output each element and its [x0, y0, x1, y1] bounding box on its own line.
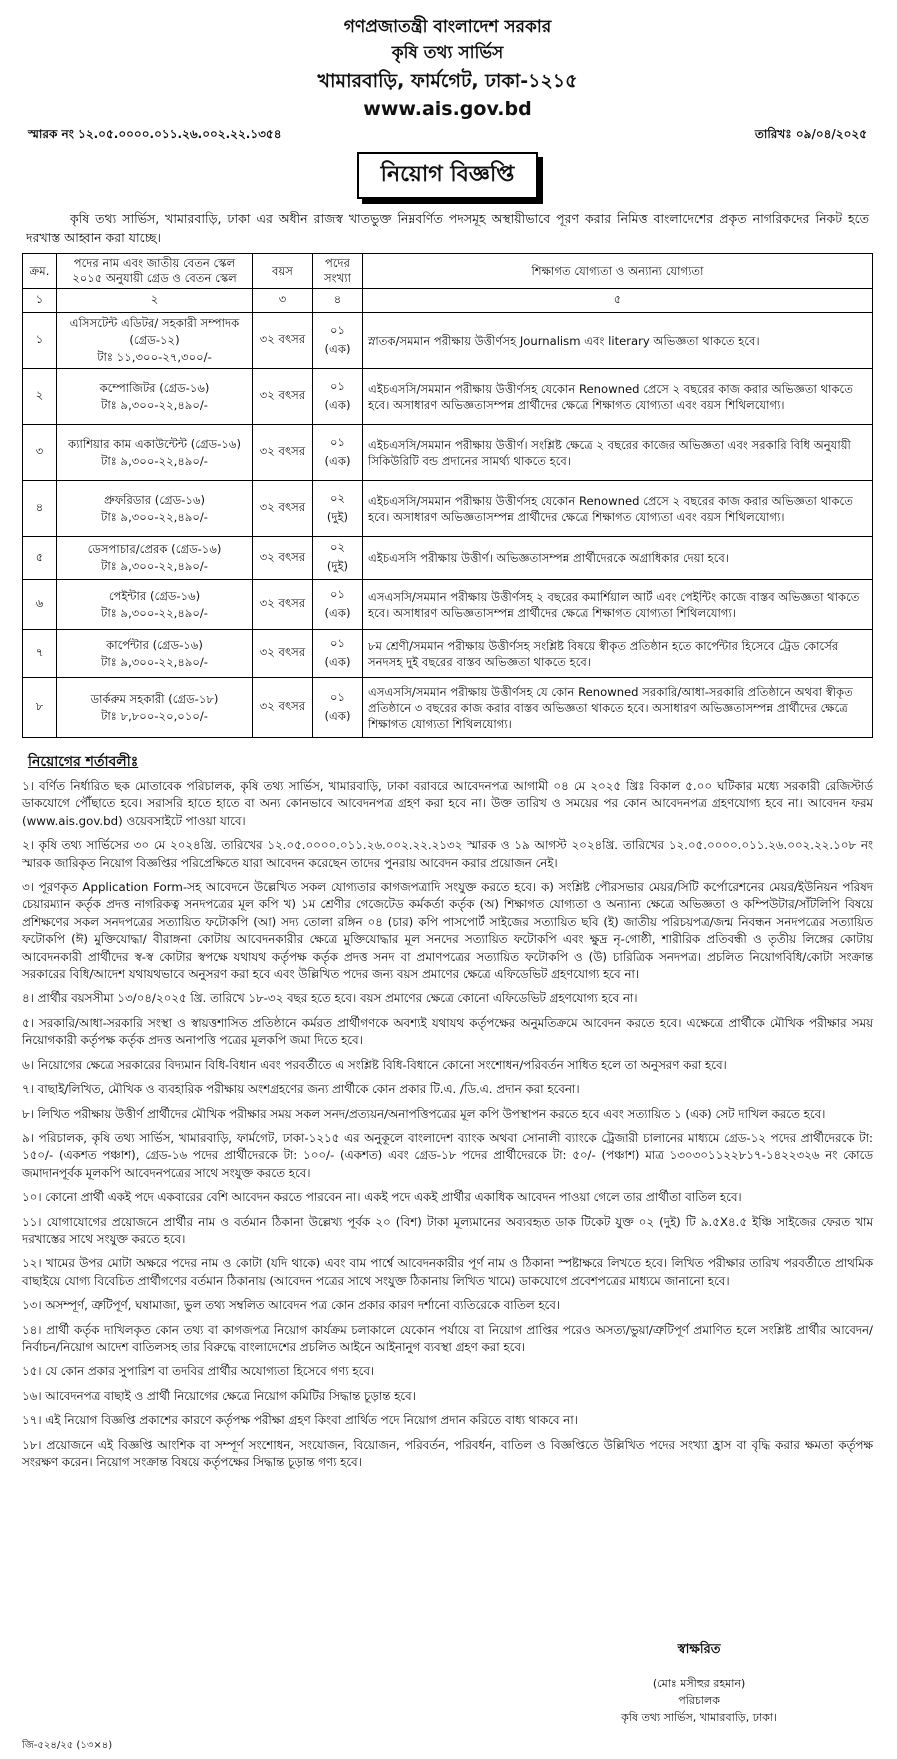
term-item: ১৭। এই নিয়োগ বিজ্ঞপ্তি প্রকাশের কারণে কর্তৃপক্ষ পরীক্ষা গ্রহণ কিংবা প্রার্থিত পদে নিয়োগ প্রদান করিতে বাধ্য থাকবে না।: [22, 1413, 578, 1428]
cell-age-text: ৩২ বৎসর: [259, 444, 306, 458]
cell-count: [313, 580, 363, 630]
cell-count-text: ০১ (এক): [324, 689, 351, 723]
column-number: ৫: [363, 289, 873, 313]
cell-post-text: পেইন্টার (গ্রেড-১৬): [108, 588, 201, 603]
cell-serial: [23, 369, 57, 425]
cell-post-text: কার্পেন্টার (গ্রেড-১৬): [106, 637, 203, 652]
cell-qualification-text: এইচএসসি/সমমান পরীক্ষায় উত্তীর্ণ। সংশ্লিষ্ট ক্ষেত্রে ২ বছরের কাজের অভিজ্ঞতা এবং সরকারি বিধি অনুযায়ী সিকিউরিটি বন্ড প্রদানের সামর্থ্য থাকতে হবে।: [368, 437, 851, 468]
cell-qualification-text: এইচএসসি পরীক্ষায় উত্তীর্ণ। অভিজ্ঞতাসম্পন্ন প্রার্থীদেরকে অগ্রাধিকার দেয়া হবে।: [368, 551, 729, 565]
table-row: [23, 537, 873, 580]
cell-qualification: [363, 425, 873, 481]
cell-serial-text: ৩: [35, 444, 44, 458]
cell-count-text: ০১ (এক): [324, 378, 351, 412]
posts-table: [22, 253, 873, 738]
website: www.ais.gov.bd: [363, 98, 532, 120]
cell-count-text: ০১ (এক): [324, 322, 351, 356]
cell-age-text: ৩২ বৎসর: [259, 500, 306, 514]
cell-count-text: ০২ (দুই): [326, 540, 349, 573]
cell-count: [313, 481, 363, 537]
cell-post-text: টাঃ ৯,৩০০-২২,৪৯০/-: [101, 453, 208, 468]
term-item: ৫। সরকারি/আধা-সরকারি সংস্থা ও স্বায়ত্তশাসিত প্রতিষ্ঠানে কর্মরত প্রার্থীগণকে অবশ্যই যথাযথ কর্তৃপক্ষের অনুমতিক্রমে আবেদন করতে হবে। এক্ষেত্রে প্রার্থীকে মৌখিক পরীক্ষার সময় নিয়োগকারী কর্তৃপক্ষ কর্তৃক প্রদত্ত অনাপত্তি পত্রের মূলকপি জমা দিতে হবে।: [22, 1015, 873, 1048]
column-number-row: [23, 289, 873, 313]
header-serial: ক্রম.: [23, 254, 57, 289]
term-item: ১৬। আবেদনপত্র বাছাই ও প্রার্থী নিয়োগের ক্ষেত্রে নিয়োগ কমিটির সিদ্ধান্ত চূড়ান্ত হবে।: [22, 1388, 416, 1403]
cell-post: [57, 425, 253, 481]
cell-post: [57, 313, 253, 369]
cell-serial-text: ৬: [35, 596, 44, 610]
signatory-designation: পরিচালক: [678, 1694, 720, 1707]
table-row: [23, 369, 873, 425]
cell-post-text: এসিসটেন্ট এডিটর/ সহকারী সম্পাদক (গ্রেড-১২): [69, 316, 240, 347]
cell-age-text: ৩২ বৎসর: [259, 645, 306, 659]
term-item: ৮। লিখিত পরীক্ষায় উত্তীর্ণ প্রার্থীদের মৌখিক পরীক্ষার সময় সকল সনদ/প্রত্যয়ন/অনাপত্তিপত্রের মূল কপি উপস্থাপন করতে হবে এবং সত্যায়িত ১ (এক) সেট দাখিল করতে হবে।: [22, 1106, 826, 1121]
cell-age: [253, 580, 313, 630]
cell-serial-text: ৫: [35, 549, 44, 564]
cell-qualification: [363, 369, 873, 425]
cell-count-text: ০১ (এক): [324, 434, 351, 468]
cell-age: [253, 481, 313, 537]
signatory-name: (মোঃ মসীহুর রহমান): [652, 1677, 746, 1690]
cell-count-text: ০১ (এক): [324, 635, 351, 669]
cell-serial: [23, 678, 57, 738]
term-item: ২। কৃষি তথ্য সার্ভিসের ৩০ মে ২০২৪খ্রি. তারিখের ১২.০৫.০০০০.০১১.২৬.০০২.২২.২১৩২ স্মারক ও ১৯ আগস্ট ২০২৪খ্রি. তারিখের ১২.০৫.০০০০.০১১.২৬.০০২.২২.১০৮ নং স্মারক জারিকৃত নিয়োগ বিজ্ঞপ্তির পরিপ্রেক্ষিতে যারা আবেদন করেছেন তাদের পুনরায় আবেদন করার প্রয়োজন নেই।: [22, 838, 873, 870]
cell-count: [313, 678, 363, 738]
cell-post: [57, 481, 253, 537]
term-item: ৬। নিয়োগের ক্ষেত্রে সরকারের বিদ্যমান বিধি-বিধান এবং পরবর্তীতে এ সংশ্লিষ্ট বিধি-বিধানে কোনো সংশোধন/পরিবর্তন সাধিত হলে তা অনুসরণ করা হবে।: [22, 1057, 727, 1072]
cell-count: [313, 369, 363, 425]
term-item: ১৪। প্রার্থী কর্তৃক দাখিলকৃত কোন তথ্য বা কাগজপত্র নিয়োগ কার্যক্রম চলাকালে যেকোন পর্যায়ে বা নিয়োগ প্রাপ্তির পরেও অসত্য/ভুয়া/ত্রুটিপূর্ণ প্রমাণিত হলে সংশ্লিষ্ট প্রার্থীর আবেদন/নির্বাচন/নিয়োগ আদেশ বাতিলসহ তার বিরুদ্ধে বাংলাদেশের প্রচলিত আইনে আইনানুগ ব্যবস্থা গ্রহণ করা হবে।: [22, 1322, 873, 1354]
cell-qualification-text: স্নাতক/সমমান পরীক্ষায় উত্তীর্ণসহ Journalism এবং literary অভিজ্ঞতা থাকতে হবে।: [368, 333, 760, 348]
cell-qualification-text: এসএসসি/সমমান পরীক্ষায় উত্তীর্ণসহ ২ বছরের কমার্শিয়াল আর্ট এবং পেইন্টিং কাজে বাস্তব অভিজ্ঞতা থাকতে হবে। অসাধারণ অভিজ্ঞতাসম্পন্ন প্রার্থীদের ক্ষেত্রে শিক্ষাগত যোগ্যতা শিথিলযোগ্য।: [368, 589, 860, 620]
cell-serial: [23, 425, 57, 481]
column-number: ১: [23, 289, 57, 313]
term-item: ১৮। প্রয়োজনে এই বিজ্ঞপ্তি আংশিক বা সম্পূর্ণ সংশোধন, সংযোজন, বিয়োজন, পরিবর্তন, পরিবর্ধন, বাতিল ও বিজ্ঞপ্তিতে উল্লিখিত পদের সংখ্যা হ্রাস বা বৃদ্ধি করার ক্ষমতা কর্তৃপক্ষ সংরক্ষণ করেন। নিয়োগ সংক্রান্ত বিষয়ে কর্তৃপক্ষের সিদ্ধান্ত চূড়ান্ত গণ্য হবে।: [22, 1437, 873, 1469]
column-number: ৪: [313, 289, 363, 313]
cell-post-text: ডেসপাচার/প্রেরক (গ্রেড-১৬): [87, 542, 222, 556]
cell-serial: [23, 481, 57, 537]
cell-post-text: টাঃ ৯,৩০০-২২,৪৯০/-: [101, 605, 208, 620]
title-wrap: [22, 152, 873, 199]
cell-age: [253, 425, 313, 481]
table-row: [23, 580, 873, 630]
header-count: পদের সংখ্যা: [313, 254, 363, 289]
cell-qualification-text: এইচএসসি/সমমান পরীক্ষায় উত্তীর্ণসহ যেকোন Renowned প্রেসে ২ বছরের কাজ করার অভিজ্ঞতা থাকতে হবে। অসাধারণ অভিজ্ঞতাসম্পন্ন প্রার্থীদের ক্ষেত্রে শিক্ষাগত যোগ্যতা এবং বয়স শিথিলযোগ্য।: [368, 493, 853, 524]
table-row: [23, 481, 873, 537]
office-name: কৃষি তথ্য সার্ভিস: [391, 43, 504, 63]
cell-serial-text: ৮: [35, 699, 44, 713]
cell-qualification-text: এইচএসসি/সমমান পরীক্ষায় উত্তীর্ণসহ যেকোন Renowned প্রেসে ২ বছরের কাজ করার অভিজ্ঞতা থাকতে হবে। অসাধারণ অভিজ্ঞতাসম্পন্ন প্রার্থীদের ক্ষেত্রে শিক্ষাগত যোগ্যতা এবং বয়স শিথিলযোগ্য।: [368, 381, 853, 412]
cell-count: [313, 313, 363, 369]
signature-label: স্বাক্ষরিত: [677, 1642, 721, 1657]
cell-age-text: ৩২ বৎসর: [259, 596, 306, 610]
cell-age: [253, 313, 313, 369]
cell-count: [313, 630, 363, 678]
cell-post: [57, 580, 253, 630]
terms-list: [22, 778, 873, 1471]
cell-count-text: ০২ (দুই): [326, 490, 349, 524]
term-item: ১০। কোনো প্রার্থী একই পদে একবারের বেশি আবেদন করতে পারবেন না। একই পদে একই প্রার্থীর একাধিক আবেদন পাওয়া গেলে তার প্রার্থীতা বাতিল হবে।: [22, 1190, 742, 1205]
cell-age-text: ৩২ বৎসর: [259, 388, 306, 402]
table-row: [23, 313, 873, 369]
cell-age-text: ৩২ বৎসর: [259, 699, 306, 713]
cell-count: [313, 537, 363, 580]
cell-count: [313, 425, 363, 481]
header-age: বয়স: [253, 254, 313, 289]
term-item: ১৩। অসম্পূর্ণ, ত্রুটিপূর্ণ, ঘষামাজা, ভুল তথ্য সম্বলিত আবেদন পত্র কোন প্রকার কারণ দর্শানো ব্যতিরেকে বাতিল হবে।: [22, 1298, 561, 1313]
table-row: [23, 678, 873, 738]
intro-paragraph: কৃষি তথ্য সার্ভিস, খামারবাড়ি, ঢাকা এর অধীন রাজস্ব খাতভুক্ত নিম্নবর্ণিত পদসমূহ অস্থায়ীভাবে পূরণ করার নিমিত্ত বাংলাদেশের প্রকৃত নাগরিকদের নিকট হতে দরখাস্ত আহ্বান করা যাচ্ছে।: [26, 211, 869, 245]
cell-serial: [23, 630, 57, 678]
cell-qualification: [363, 537, 873, 580]
cell-post: [57, 537, 253, 580]
cell-post: [57, 678, 253, 738]
cell-serial: [23, 313, 57, 369]
cell-serial: [23, 580, 57, 630]
cell-qualification: [363, 678, 873, 738]
memo-row: [22, 126, 873, 146]
cell-serial-text: ৪: [35, 500, 44, 514]
column-number: ২: [57, 289, 253, 313]
cell-post-text: টাঃ ১১,৩০০-২৭,৩০০/-: [97, 350, 212, 364]
term-item: ৯। পরিচালক, কৃষি তথ্য সার্ভিস, খামারবাড়ি, ফার্মগেট, ঢাকা-১২১৫ এর অনুকূলে বাংলাদেশ ব্যাংক অথবা সোনালী ব্যাংকে ট্রেজারী চালানের মাধ্যমে গ্রেড-১২ পদের প্রার্থীদেরকে টা: ১৫০/- (একশত পঞ্চাশ), গ্রেড-১৬ পদের প্রার্থীদেরকে টা: ১০০/- (একশত) এবং গ্রেড-১৮ পদের প্রার্থীদেরকে টা: ৫০/- (পঞ্চাশ) মাত্র ১৩০৩০১১২২৮১৭-১৪২২৩২৬ নং কোডে জমাদানপূর্বক মূলকপি আবেদনপত্রের সাথে সংযুক্ত করতে হবে।: [22, 1130, 873, 1180]
cell-post-text: টাঃ ৯,৩০০-২২,৪৯০/-: [101, 559, 208, 573]
cell-post-text: ক্যাশিয়ার কাম একাউন্টেন্ট (গ্রেড-১৬): [68, 436, 241, 451]
term-item: ১২। খামের উপর মোটা অক্ষরে পদের নাম ও কোটা (যদি থাকে) এবং বাম পার্শ্বে আবেদনকারীর পূর্ণ নাম ও ঠিকানা স্পষ্টাক্ষরে লিখতে হবে। লিখিত পরীক্ষার তারিখ পরবর্তীতে প্রাথমিক বাছাইয়ে যোগ্য বিবেচিত প্রার্থীগণের বর্তমান ঠিকানায় (আবেদন পত্রের সাথে সংযুক্ত ঠিকানায় লিখিত খামে) ডাকযোগে প্রবেশপত্রের মাধ্যমে জানানো হবে।: [22, 1256, 873, 1288]
cell-age: [253, 537, 313, 580]
cell-age-text: ৩২ বৎসর: [259, 549, 306, 564]
cell-post-text: ডার্করুম সহকারী (গ্রেড-১৮): [90, 691, 219, 706]
signatory-office: কৃষি তথ্য সার্ভিস, খামারবাড়ি, ঢাকা।: [621, 1711, 777, 1724]
term-item: ১৫। যে কোন প্রকার সুপারিশ বা তদবির প্রার্থীর অযোগ্যতা হিসেবে গণ্য হবে।: [22, 1364, 375, 1379]
cell-post-text: প্রুফরিডার (গ্রেড-১৬): [103, 492, 206, 507]
column-number: ৩: [253, 289, 313, 313]
cell-serial-text: ২: [35, 388, 44, 402]
term-item: ১১। যোগাযোগের প্রয়োজনে প্রার্থীর নাম ও বর্তমান ঠিকানা উল্লেখ্য পূর্বক ২০ (বিশ) টাকা মূল্যমানের অব্যবহৃত ডাক টিকেট যুক্ত ০২ (দুই) টি ৯.৫X৪.৫ ইঞ্চি সাইজের ফেরত খাম দরখাস্তের সাথে সংযুক্ত করতে হবে।: [22, 1214, 873, 1246]
table-row: [23, 425, 873, 481]
term-item: ১। বর্ণিত নির্ধারিত ছক মোতাবেক পরিচালক, কৃষি তথ্য সার্ভিস, খামারবাড়ি, ঢাকা বরাবরে আবেদনপত্র আগামী ০৪ মে ২০২৫ খ্রিঃ বিকাল ৫.০০ ঘটিকার মধ্যে সরকারী রেজিস্টার্ড ডাকযোগে পৌঁছাতে হবে। সরাসরি হাতে হাতে বা অন্য কোনভাবে আবেদনপত্র গ্রহণ করা হবে না। উক্ত তারিখ ও সময়ের পর কোন আবেদনপত্র গ্রহণযোগ্য হবে না। আবেদন ফরম (www.ais.gov.bd) ওয়েবসাইটে পাওয়া যাবে।: [22, 779, 873, 828]
cell-serial-text: ৭: [35, 645, 44, 659]
cell-age: [253, 630, 313, 678]
cell-age: [253, 678, 313, 738]
table-row: [23, 630, 873, 678]
cell-post-text: টাঃ ৯,৩০০-২২,৪৯০/-: [101, 397, 208, 412]
cell-post: [57, 630, 253, 678]
government-name: গণপ্রজাতন্ত্রী বাংলাদেশ সরকার: [343, 17, 552, 37]
notice-title: নিয়োগ বিজ্ঞপ্তি: [357, 152, 539, 199]
office-address: খামারবাড়ি, ফার্মগেট, ঢাকা-১২১৫: [317, 70, 578, 92]
cell-qualification: [363, 481, 873, 537]
cell-post: [57, 369, 253, 425]
term-item: ৭। বাছাই/লিখিত, মৌখিক ও ব্যবহারিক পরীক্ষায় অংশগ্রহণের জন্য প্রার্থীকে কোন প্রকার টি.এ. /ডি.এ. প্রদান করা হবেনা।: [22, 1082, 580, 1097]
cell-serial-text: ১: [35, 332, 44, 346]
terms-title: নিয়োগের শর্তাবলীঃ: [28, 754, 139, 770]
cell-count-text: ০১ (এক): [324, 586, 351, 620]
memo-number: স্মারক নং ১২.০৫.০০০০.০১১.২৬.০০২.২২.১৩৫৪: [28, 127, 282, 141]
footer-note: জি-৫২৪/২৫ (১৩×৪): [22, 1740, 113, 1751]
cell-qualification-text: ৮ম শ্রেণী/সমমান পরীক্ষায় উত্তীর্ণসহ সংশ্লিষ্ট বিষয়ে স্বীকৃত প্রতিষ্ঠান হতে কার্পেন্টার হিসেবে ট্রেড কোর্সের সনদসহ দুই বছরের বাস্তব অভিজ্ঞতা থাকতে হবে।: [368, 638, 839, 669]
letterhead: [22, 14, 873, 122]
cell-post-text: টাঃ ৯,৩০০-২২,৪৯০/-: [101, 509, 208, 524]
notice-date: তারিখঃ ০৯/০৪/২০২৫: [754, 127, 867, 141]
post-rows: [23, 313, 873, 738]
cell-qualification-text: এসএসসি/সমমান পরীক্ষায় উত্তীর্ণসহ যে কোন Renowned সরকারি/আধা-সরকারি প্রতিষ্ঠানে অথবা স্বীকৃত প্রতিষ্ঠানে ৩ বছরের কাজ করার বাস্তব অভিজ্ঞতা থাকতে হবে। অসাধারণ অভিজ্ঞতাসম্পন্ন প্রার্থীদের ক্ষেত্রে শিক্ষাগত যোগ্যতা শিথিলযোগ্য।: [368, 684, 853, 731]
cell-qualification: [363, 313, 873, 369]
cell-qualification: [363, 580, 873, 630]
signature-block: [621, 1640, 777, 1726]
cell-post-text: টাঃ ৮,৮০০-২০,০১০/-: [101, 708, 208, 723]
table-header-row: [23, 254, 873, 289]
cell-post-text: টাঃ ৯,৩০০-২২,৪৯০/-: [101, 654, 208, 669]
term-item: ৩। পূরণকৃত Application Form-সহ আবেদনে উল্লেখিত সকল যোগ্যতার কাগজপত্রাদি সংযুক্ত করতে হবে। ক) সংশ্লিষ্ট পৌরসভার মেয়র/সিটি কর্পোরেশনের মেয়র/ইউনিয়ন পরিষদ চেয়ারম্যান কর্তৃক প্রদত্ত নাগরিকত্ব সনদপত্রের মূল কপি খ) ১ম শ্রেণীর গেজেটেড কর্মকর্তা কর্তৃক (অ) শিক্ষাগত যোগ্যতা ও অন্যান্য ক্ষেত্রে অভিজ্ঞতা ও কম্পিউটার/সাঁটলিপি বিষয়ে প্রশিক্ষণের সকল সনদপত্রের সত্যায়িত ফটোকপি (আ) সদ্য তোলা রঙ্গিন ০৪ (চার) কপি পাসপোর্ট সাইজের সত্যায়িত ছবি (ই) জাতীয় পরিচয়পত্র/জন্ম নিবন্ধন সনদপত্রের সত্যায়িত ফটোকপি (ঈ) মুক্তিযোদ্ধা/ বীরাঙ্গনা কোটায় আবেদনকারীর ক্ষেত্রে মুক্তিযোদ্ধার মূল সনদের সত্যায়িত ফটোকপি এবং ক্ষুদ্র নৃ-গোষ্ঠী, শারীরিক প্রতিবন্ধী ও তৃতীয় লিঙ্গের কোটায় আবেদনকারী প্রার্থীদের স্ব-স্ব কোটার স্বপক্ষে যথাযথ কর্তৃপক্ষ কর্তৃক প্রদত্ত সনদ বা প্রমাণপত্রের সত্যায়িত ফটোকপি ও (উ) চারিত্রিক সনদপত্র। প্রচলিত নিয়োগবিধি/কোটা সংক্রান্ত সরকারের বিধি/আদেশ যথাযথভাবে অনুসরণ করা হবে এবং উল্লিখিত পদের জন্য বয়স প্রমাণের ক্ষেত্রে এফিডেভিট গ্রহণযোগ্য হবে না।: [22, 880, 873, 982]
cell-age: [253, 369, 313, 425]
header-post: পদের নাম এবং জাতীয় বেতন স্কেল ২০১৫ অনুযায়ী গ্রেড ও বেতন স্কেল: [57, 254, 253, 289]
term-item: ৪। প্রার্থীর বয়সসীমা ১৩/০৪/২০২৫ খ্রি. তারিখে ১৮-৩২ বছর হতে হবে। বয়স প্রমাণের ক্ষেত্রে কোনো এফিডেভিট গ্রহণযোগ্য হবে না।: [22, 991, 638, 1006]
cell-serial: [23, 537, 57, 580]
cell-qualification: [363, 630, 873, 678]
header-qualification: শিক্ষাগত যোগ্যতা ও অন্যান্য যোগ্যতা: [363, 254, 873, 289]
cell-post-text: কম্পোজিটর (গ্রেড-১৬): [99, 380, 210, 395]
cell-age-text: ৩২ বৎসর: [259, 332, 306, 346]
